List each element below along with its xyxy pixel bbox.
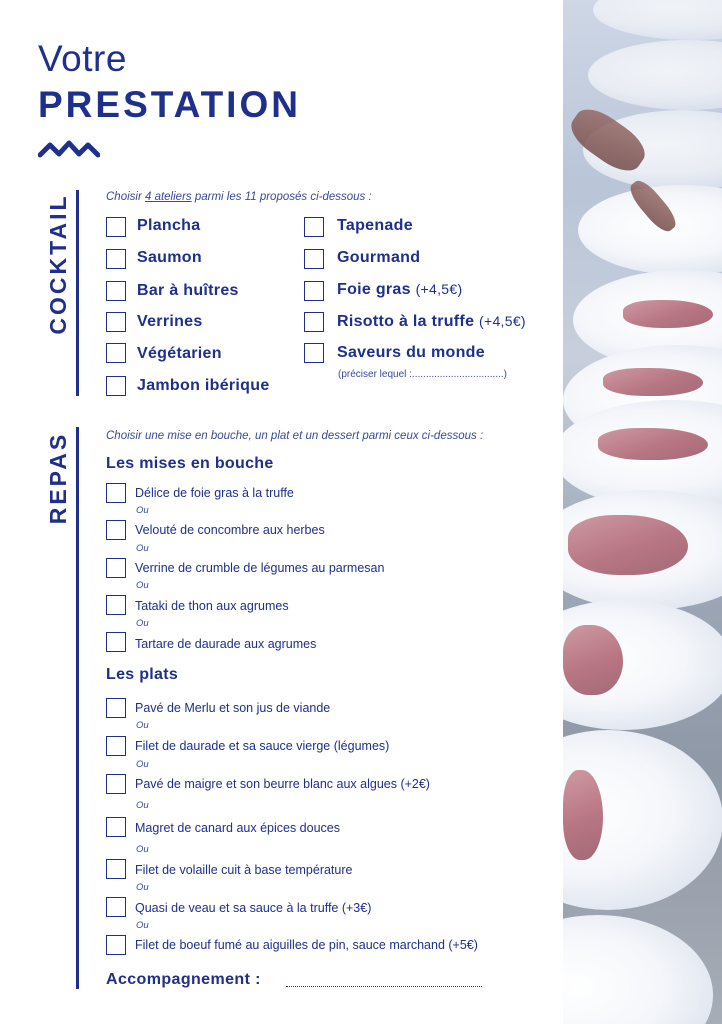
checkbox-saumon[interactable] <box>106 249 126 269</box>
plat-option-label: Filet de boeuf fumé au aiguilles de pin, sauce marchand (+5€) <box>135 938 478 952</box>
checkbox-foie-gras[interactable] <box>304 281 324 301</box>
accompagnement-field[interactable] <box>286 986 482 987</box>
cocktail-item-label <box>337 281 462 299</box>
mise-option-label: Velouté de concombre aux herbes <box>135 523 325 537</box>
food-shape <box>563 770 603 860</box>
ou-separator: Ou <box>136 618 149 629</box>
mise-option-label: Tartare de daurade aux agrumes <box>135 637 317 651</box>
ou-separator: Ou <box>136 920 149 931</box>
checkbox-vegetarien[interactable] <box>106 343 126 363</box>
ou-separator: Ou <box>136 800 149 811</box>
accompagnement-label: Accompagnement : <box>106 971 261 988</box>
ou-separator: Ou <box>136 580 149 591</box>
checkbox-plat-7[interactable] <box>106 935 126 955</box>
checkbox-plat-2[interactable] <box>106 736 126 756</box>
ou-separator: Ou <box>136 505 149 516</box>
mise-option-label: Tataki de thon aux agrumes <box>135 599 289 613</box>
checkbox-jambon-iberique[interactable] <box>106 376 126 396</box>
repas-divider <box>76 427 79 989</box>
wave-icon <box>38 137 100 159</box>
checkbox-mise-4[interactable] <box>106 595 126 615</box>
checkbox-mise-5[interactable] <box>106 632 126 652</box>
cocktail-item-label: Plancha <box>137 217 201 234</box>
repas-instruction: Choisir une mise en bouche, un plat et un dessert parmi ceux ci-dessous : <box>106 430 484 442</box>
plate-shape <box>588 40 722 110</box>
cocktail-item-label: Verrines <box>137 313 203 330</box>
cocktail-instruction <box>106 191 372 203</box>
ou-separator: Ou <box>136 543 149 554</box>
item-name: Risotto à la truffe <box>337 313 475 330</box>
food-shape <box>568 515 688 575</box>
page-title-line2: PRESTATION <box>38 84 301 125</box>
instruction-text-pre: Choisir <box>106 191 145 203</box>
checkbox-plat-3[interactable] <box>106 774 126 794</box>
item-name: Saveurs du monde <box>337 344 485 361</box>
checkbox-plat-6[interactable] <box>106 897 126 917</box>
checkbox-plat-4[interactable] <box>106 817 126 837</box>
plat-option-label: Filet de daurade et sa sauce vierge (légumes) <box>135 739 390 753</box>
ou-separator: Ou <box>136 720 149 731</box>
plats-title: Les plats <box>106 666 179 683</box>
item-name: Gourmand <box>337 249 421 266</box>
instruction-text-underlined: 4 ateliers <box>144 191 192 203</box>
plate-shape <box>593 0 722 40</box>
checkbox-mise-3[interactable] <box>106 558 126 578</box>
plat-option-label: Pavé de maigre et son beurre blanc aux algues (+2€) <box>135 777 430 791</box>
item-name: Foie gras <box>337 281 411 298</box>
item-surcharge: (+4,5€) <box>415 281 463 297</box>
ou-separator: Ou <box>136 882 149 893</box>
mise-option-label: Délice de foie gras à la truffe <box>135 486 294 500</box>
checkbox-mise-1[interactable] <box>106 483 126 503</box>
plat-option-label: Filet de volaille cuit à base température <box>135 863 353 877</box>
checkbox-bar-huitres[interactable] <box>106 281 126 301</box>
mise-option-label: Verrine de crumble de légumes au parmesan <box>135 561 385 575</box>
checkbox-plat-1[interactable] <box>106 698 126 718</box>
food-shape <box>563 625 623 695</box>
plat-option-label: Pavé de Merlu et son jus de viande <box>135 701 331 715</box>
saveurs-hint: (préciser lequel :.................................) <box>338 369 507 380</box>
item-name: Tapenade <box>337 217 413 234</box>
cocktail-item-label <box>337 217 413 235</box>
checkbox-saveurs-du-monde[interactable] <box>304 343 324 363</box>
ou-separator: Ou <box>136 844 149 855</box>
checkbox-mise-2[interactable] <box>106 520 126 540</box>
food-shape <box>598 428 708 460</box>
food-shape <box>623 300 713 328</box>
cocktail-item-label <box>337 344 485 362</box>
cocktail-item-label: Végétarien <box>137 345 222 362</box>
plate-shape <box>563 915 713 1024</box>
item-surcharge: (+4,5€) <box>479 313 526 329</box>
cocktail-item-label <box>337 313 526 331</box>
ou-separator: Ou <box>136 759 149 770</box>
cocktail-item-label: Saumon <box>137 249 202 266</box>
checkbox-gourmand[interactable] <box>304 249 324 269</box>
decorative-photo-plates <box>563 0 722 1024</box>
repas-section-label: REPAS <box>45 431 71 525</box>
checkbox-plancha[interactable] <box>106 217 126 237</box>
cocktail-item-label: Bar à huîtres <box>137 282 239 299</box>
checkbox-plat-5[interactable] <box>106 859 126 879</box>
instruction-text-post: parmi les 11 proposés ci-dessous : <box>191 191 372 203</box>
food-shape <box>603 368 703 396</box>
cocktail-item-label: Jambon ibérique <box>137 377 270 394</box>
checkbox-tapenade[interactable] <box>304 217 324 237</box>
page-title-line1: Votre <box>38 38 127 79</box>
cocktail-item-label <box>337 249 420 267</box>
mises-en-bouche-title: Les mises en bouche <box>106 455 274 472</box>
checkbox-risotto-truffe[interactable] <box>304 312 324 332</box>
plat-option-label: Magret de canard aux épices douces <box>135 821 340 835</box>
checkbox-verrines[interactable] <box>106 312 126 332</box>
cocktail-section-label: COCKTAIL <box>45 193 71 335</box>
cocktail-divider <box>76 190 79 396</box>
plat-option-label: Quasi de veau et sa sauce à la truffe (+3€) <box>135 901 372 915</box>
